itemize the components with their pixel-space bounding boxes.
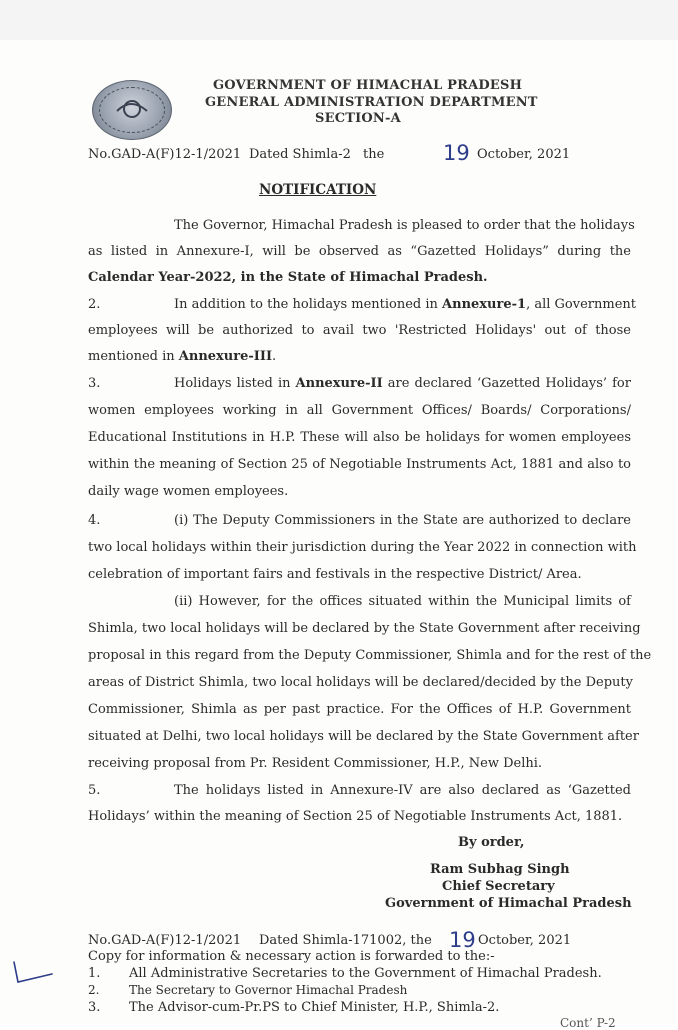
para5-line2: Holidays’ within the meaning of Section 25 of Negotiable Instruments Act, 1881. (88, 809, 623, 824)
para4-line7: areas of District Shimla, two local holidays will be declared/decided by the Deputy (88, 675, 633, 690)
para4-line3: celebration of important fairs and festivals in the respective District/ Area. (88, 567, 582, 582)
para4-line2: two local holidays within their jurisdiction during the Year 2022 in connection with (88, 540, 637, 555)
reference-dated: Dated Shimla-2 (249, 147, 351, 162)
para4-line6: proposal in this regard from the Deputy Commissioner, Shimla and for the rest of the (88, 648, 652, 663)
para3-number: 3. (88, 376, 101, 391)
para1-line1: The Governor, Himachal Pradesh is pleased to order that the holidays (174, 218, 635, 233)
para3-line4: within the meaning of Section 25 of Negotiable Instruments Act, 1881 and also to (88, 457, 631, 472)
para1-line2: as listed in Annexure-I, will be observed as “Gazetted Holidays” during the (88, 244, 631, 259)
copy-reference-dated: Dated Shimla-171002, the (259, 933, 432, 948)
signatory-name: Ram Subhag Singh (430, 862, 570, 877)
para3-line2: women employees working in all Government Offices/ Boards/ Corporations/ (88, 403, 631, 418)
para4-line1: (i) The Deputy Commissioners in the State are authorized to declare (174, 513, 631, 528)
para1-line3: Calendar Year-2022, in the State of Himachal Pradesh. (88, 270, 488, 285)
header-department: GENERAL ADMINISTRATION DEPARTMENT (205, 95, 538, 110)
para4-line9: situated at Delhi, two local holidays will be declared by the State Government after (88, 729, 639, 744)
para4-line4: (ii) However, for the offices situated within the Municipal limits of (174, 594, 631, 609)
header-government: GOVERNMENT OF HIMACHAL PRADESH (213, 78, 523, 93)
para5-number: 5. (88, 783, 101, 798)
copy-item-text: The Advisor-cum-Pr.PS to Chief Minister, H.P., Shimla-2. (129, 1000, 500, 1015)
copy-intro: Copy for information & necessary action is forwarded to the:- (88, 949, 495, 964)
continued-note: Cont’ P-2 (560, 1016, 616, 1030)
para5-line1: The holidays listed in Annexure-IV are also declared as ‘Gazetted (174, 783, 631, 798)
copy-reference-number: No.GAD-A(F)12-1/2021 (88, 933, 242, 948)
seal-graphic-icon (93, 81, 171, 139)
handwritten-day: 19 (443, 141, 470, 165)
state-emblem-seal (92, 80, 172, 140)
copy-item-number: 2. (88, 983, 100, 997)
reference-number: No.GAD-A(F)12-1/2021 (88, 147, 242, 162)
header-section: SECTION-A (315, 111, 401, 126)
para4-line10: receiving proposal from Pr. Resident Commissioner, H.P., New Delhi. (88, 756, 543, 771)
para2-line3: mentioned in Annexure-III. (88, 349, 277, 364)
reference-the: the (363, 147, 385, 162)
copy-item-number: 1. (88, 966, 101, 981)
para3-line1: Holidays listed in Annexure-II are declared ‘Gazetted Holidays’ for (174, 376, 631, 391)
copy-item-text: All Administrative Secretaries to the Government of Himachal Pradesh. (129, 966, 602, 981)
para4-line5: Shimla, two local holidays will be declared by the State Government after receiving (88, 621, 641, 636)
para2-line2: employees will be authorized to avail two 'Restricted Holidays' out of those (88, 323, 631, 338)
notification-title: NOTIFICATION (259, 182, 377, 198)
copy-handwritten-day: 19 (449, 928, 476, 952)
signatory-designation: Chief Secretary (442, 879, 555, 894)
copy-reference-month-year: October, 2021 (478, 933, 572, 948)
viewer-top-bar (0, 0, 678, 40)
para2-line1: In addition to the holidays mentioned in Annexure-1, all Government (174, 297, 636, 312)
copy-item-text: The Secretary to Governor Himachal Pradesh (129, 983, 408, 997)
by-order: By order, (458, 835, 525, 850)
para3-line3: Educational Institutions in H.P. These will also be holidays for women employees (88, 430, 631, 445)
copy-item-number: 3. (88, 1000, 101, 1015)
para3-line5: daily wage women employees. (88, 484, 289, 499)
para4-line8: Commissioner, Shimla as per past practice. For the Offices of H.P. Government (88, 702, 631, 717)
para4-number: 4. (88, 513, 101, 528)
signatory-organisation: Government of Himachal Pradesh (385, 896, 632, 911)
handwritten-tick-icon (8, 956, 58, 986)
reference-month-year: October, 2021 (477, 147, 571, 162)
para2-number: 2. (88, 297, 101, 312)
